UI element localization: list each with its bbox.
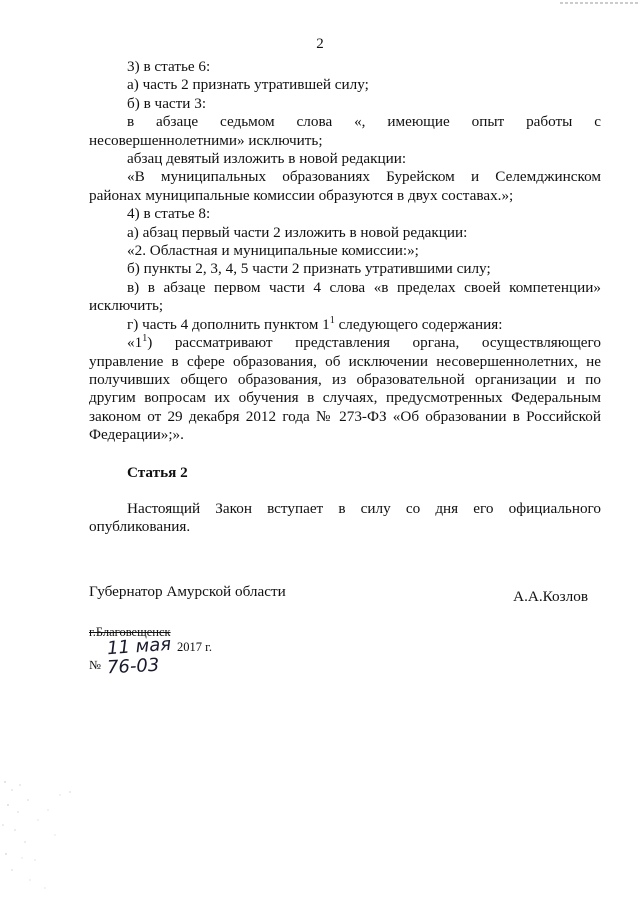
paragraph: в абзаце седьмом слова «, имеющие опыт работы с [127, 113, 601, 131]
paragraph: б) пункты 2, 3, 4, 5 части 2 признать утратившими силу; [127, 260, 491, 278]
paragraph: Федерации»;». [89, 426, 184, 444]
paragraph: несовершеннолетними» исключить; [89, 131, 323, 149]
number-sign: № [89, 658, 101, 672]
paragraph: б) в части 3: [127, 94, 207, 112]
paragraph: управление в сфере образования, об исключении несовершеннолетних, не [89, 352, 601, 370]
year: 2017 г. [177, 640, 212, 654]
paragraph: получивших общего образования, из образовательной организации и по [89, 370, 601, 388]
scan-noise [0, 770, 90, 900]
paragraph: законом от 29 декабря 2012 года № 273-ФЗ «Об образовании в Российской [89, 407, 601, 425]
paragraph: 3) в статье 6: [127, 58, 211, 75]
signatory-name: А.А.Козлов [513, 588, 588, 605]
paragraph: «2. Областная и муниципальные комиссии:»; [127, 242, 419, 260]
paragraph: Настоящий Закон вступает в силу со дня его официального [127, 499, 601, 517]
text-run: ) рассматривают представления органа, осуществляющего [147, 334, 601, 352]
paragraph: исключить; [89, 297, 164, 315]
paragraph: другим вопросам их обучения в случаях, предусмотренных Федеральным [89, 389, 601, 407]
paragraph: «В муниципальных образованиях Бурейском и Селемджинском [127, 168, 601, 186]
paragraph: абзац девятый изложить в новой редакции: [127, 150, 407, 168]
paragraph: районах муниципальные комиссии образуются в двух составах.»; [89, 186, 514, 204]
paragraph: а) часть 2 признать утратившей силу; [127, 76, 369, 94]
handwritten-number: 76-03 [106, 654, 160, 679]
article-heading: Статья 2 [127, 463, 188, 481]
paragraph [89, 316, 601, 334]
handwritten-date: 11 мая [106, 633, 172, 660]
page-number: 2 [316, 36, 324, 52]
text-run: следующего содержания: [334, 315, 503, 333]
paragraph: а) абзац первый части 2 изложить в новой редакции: [127, 223, 468, 241]
document-body [89, 58, 601, 537]
text-run: г) часть 4 дополнить пунктом 1 [127, 315, 330, 333]
paragraph: 4) в статье 8: [127, 205, 211, 223]
paragraph [89, 334, 601, 352]
text-run: «1 [127, 334, 143, 352]
superscript: 1 [142, 333, 148, 345]
paragraph: в) в абзаце первом части 4 слова «в пределах своей компетенции» [127, 278, 601, 296]
scan-edge-mark [560, 0, 640, 8]
paragraph: опубликования. [89, 518, 191, 536]
superscript: 1 [329, 314, 335, 326]
place-of-signing: г.Благовещенск [89, 625, 171, 639]
signatory-position: Губернатор Амурской области [89, 583, 286, 600]
